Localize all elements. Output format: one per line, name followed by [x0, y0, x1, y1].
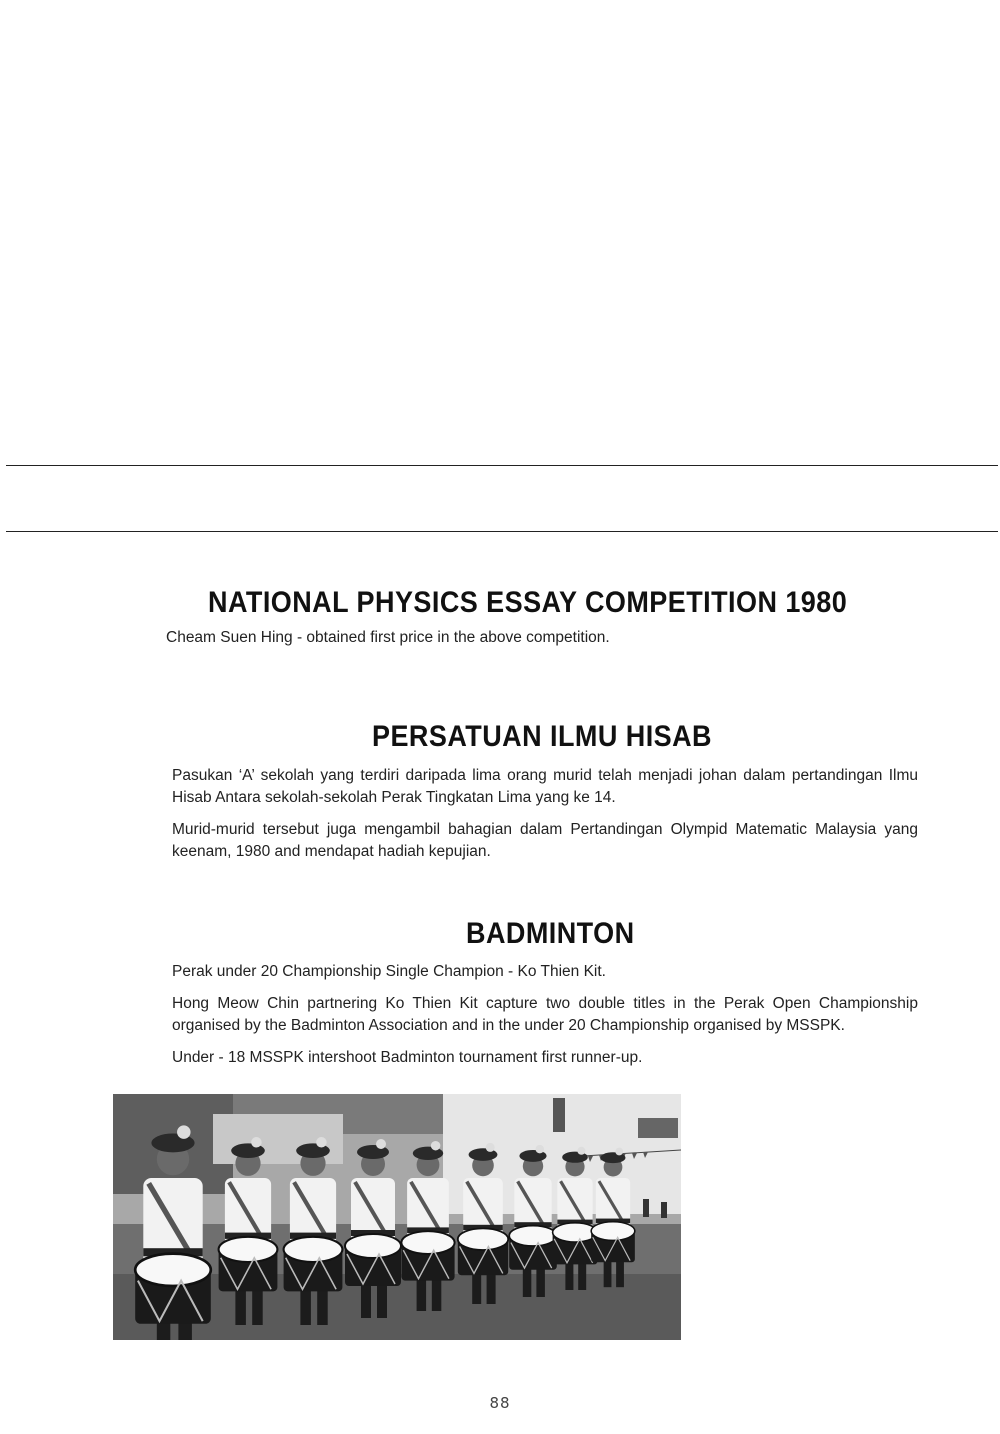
paragraph-badminton-2: Hong Meow Chin partnering Ko Thien Kit capture two double titles in the Perak Open Championship organised by the Badminton Association and in the under 20 Championship organised by MSSPK. [172, 995, 918, 1034]
horizontal-rule-top [6, 465, 998, 466]
heading-badminton: BADMINTON [466, 917, 635, 950]
paragraph-ilmu-hisab-1: Pasukan ‘A’ sekolah yang terdiri daripada lima orang murid telah menjadi johan dalam pertandingan Ilmu Hisab Antara sekolah-sekolah Perak Tingkatan Lima yang ke 14. [172, 767, 918, 806]
paragraph-physics-essay: Cheam Suen Hing - obtained first price in the above competition. [166, 629, 610, 646]
paragraph-badminton-3: Under - 18 MSSPK intershoot Badminton tournament first runner-up. [172, 1049, 643, 1066]
page-number: 88 [489, 1394, 511, 1412]
paragraph-badminton-1: Perak under 20 Championship Single Champion - Ko Thien Kit. [172, 963, 606, 980]
drum-band-photo [113, 1094, 681, 1340]
heading-ilmu-hisab: PERSATUAN ILMU HISAB [372, 720, 713, 753]
paragraph-ilmu-hisab-2: Murid-murid tersebut juga mengambil bahagian dalam Pertandingan Olympid Matematic Malaysia yang keenam, 1980 and mendapat hadiah kepujian. [172, 821, 918, 860]
heading-physics-essay: NATIONAL PHYSICS ESSAY COMPETITION 1980 [208, 586, 848, 619]
horizontal-rule-bottom [6, 531, 998, 532]
